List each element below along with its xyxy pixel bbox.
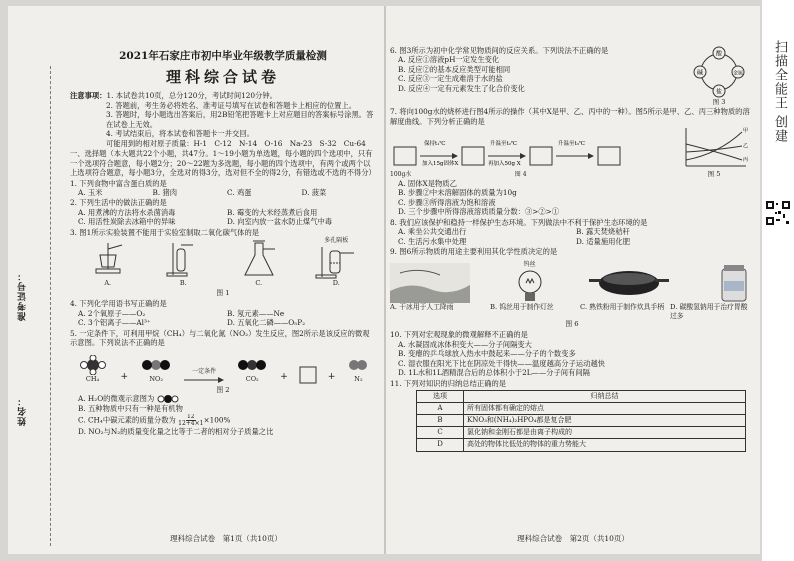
q4-stem: 4. 下列化学用语书写正确的是 <box>70 299 167 309</box>
porous-plate-note: 多孔隔板 <box>324 237 349 245</box>
figure-6-images <box>390 259 754 303</box>
dry-ice-rain-image <box>390 263 470 303</box>
q10-option-a: A. 水凝固成冰体积变大——分子间隔变大 <box>398 339 532 349</box>
exam-number-label: 准考证号： <box>18 271 28 321</box>
curve-bing: 丙 <box>743 157 749 164</box>
figure-4-caption: 图 4 <box>514 171 527 179</box>
op-add-50g: 再加入50g X <box>488 161 521 168</box>
apparatus-c-label: C. <box>255 278 263 287</box>
figure-5-solubility <box>674 126 754 178</box>
figure-2-caption: 图 2 <box>216 385 230 394</box>
q1-stem: 1. 下列食物中富含蛋白质的是 <box>70 178 167 188</box>
molecule-co2: CO₂ <box>235 355 269 383</box>
node-metal: 金属 <box>732 70 744 77</box>
q2-options-row1 <box>70 208 376 217</box>
apparatus-a-label: A. <box>104 278 112 287</box>
blank-box <box>299 366 317 384</box>
name-label: 姓名： <box>18 396 28 426</box>
page-1 <box>8 6 384 554</box>
page-2-content <box>390 46 754 452</box>
q7-stem: 7. 将向100g水的烧杯进行图4所示的操作（其中X是甲、乙、丙中的一种）。图5所示是甲、乙、丙三种物质的溶解度曲线。下列分析正确的是 <box>390 107 750 126</box>
q4-options-row2 <box>70 318 376 327</box>
node-salt: 盐 <box>715 88 723 96</box>
q7-option-b: B. 步骤②中未溶解固体的质量为10g <box>398 188 517 198</box>
q8-option-b: B. 露天焚烧秸秆 <box>576 227 630 237</box>
q2-option-a: A. 用煮沸的方法将水杀菌消毒 <box>78 207 176 217</box>
node-base: 碱 <box>696 69 704 77</box>
q6-option-a: A. 反应①溶液pH一定发生变化 <box>398 55 500 65</box>
q9-stem: 9. 图6所示物质的用途主要利用其化学性质决定的是 <box>390 247 558 257</box>
q8-option-c: C. 生活污水集中处理 <box>398 236 467 246</box>
exam-title: 2021年石家庄市初中毕业年级教学质量检测 <box>119 50 327 62</box>
medicine-bottle-image <box>714 263 754 303</box>
molecule-ch4: CH₄ <box>76 355 110 383</box>
q7-option-d: D. 三个步骤中所得溶液溶质质量分数：③>②>① <box>398 207 560 217</box>
q10-stem: 10. 下列对宏观现象的微观解释不正确的是 <box>390 330 528 340</box>
q6-option-b: B. 反应②的基本反应类型可能相同 <box>398 64 511 74</box>
q8-stem: 8. 我们应该保护和稳持一样保护生态环境。下列做法中不利于保护生态环境的是 <box>390 217 648 227</box>
q11-stem: 11. 下列对知识的归纳总结正确的是 <box>390 378 507 388</box>
apparatus-a <box>88 239 128 287</box>
q9-option-d: D. 碳酸氢钠用于治疗胃酸过多 <box>670 302 748 320</box>
table-row: B KNO₃和(NH₄)₂HPO₄都是复合肥 <box>417 415 746 427</box>
binding-dash-line <box>50 66 51 546</box>
q4-option-a: A. 2个氧原子——O₂ <box>78 308 146 318</box>
op-heat-t3: 升温至t₃℃ <box>558 141 586 148</box>
q11-table <box>416 390 746 451</box>
tungsten-bulb <box>515 261 545 303</box>
q5-option-b: B. 五种物质中只有一种是有机物 <box>78 404 183 414</box>
q6-stem: 6. 图3所示为初中化学常见物质间的反应关系。下列说法不正确的是 <box>390 46 609 55</box>
apparatus-c <box>239 239 279 287</box>
q8-options-row2 <box>390 237 754 246</box>
q4-option-c: C. 3个铝离子——Al³⁺ <box>78 318 151 328</box>
scanner-watermark-strip <box>762 0 794 561</box>
figure-1-apparatus <box>70 239 376 287</box>
q2-stem: 2. 下列生活中的做法正确的是 <box>70 198 167 208</box>
q8-option-a: A. 乘坐公共交通出行 <box>398 227 467 237</box>
figure-1-caption: 图 1 <box>216 289 230 298</box>
q6-option-d: D. 反应④一定有元素发生了化合价变化 <box>398 83 525 93</box>
curve-yi: 乙 <box>743 143 749 150</box>
q9-option-c: C. 熟铁粉用于制作炊具手柄 <box>580 302 665 311</box>
op-heat-t2: 升温至t₂℃ <box>490 141 518 148</box>
reaction-condition: 一定条件 <box>192 367 217 375</box>
notice-label: 注意事项： <box>70 91 107 101</box>
q2-option-c: C. 用活性炭除去冰箱中的异味 <box>78 217 176 227</box>
q2-option-d: D. 向室内放一盆水防止煤气中毒 <box>227 217 333 227</box>
q8-option-d: D. 适量施用化肥 <box>576 236 631 246</box>
apparatus-d-label: D. <box>332 278 340 287</box>
q7-figures <box>390 126 754 178</box>
figure-3-caption: 图 3 <box>712 98 726 106</box>
table-row: C 氯化钠和金刚石都是由离子构成的 <box>417 427 746 439</box>
q1-option-a: A. 玉米 <box>78 187 103 197</box>
apparatus-b <box>163 239 203 287</box>
tungsten-label: 钨丝 <box>523 260 536 268</box>
q2-option-b: B. 霉变的大米经蒸煮后食用 <box>227 207 318 217</box>
q5-stem: 5. 一定条件下，可利用甲烷（CH₄）与二氧化氮（NO₂）发生反应，图2所示是该反应的微观示意图。下列说法不正确的是 <box>70 328 370 348</box>
wok-pan-image <box>589 263 669 303</box>
q7-option-c: C. 步骤③所得溶液为饱和溶液 <box>398 197 496 207</box>
beaker-water-label: 100g水 <box>390 171 412 179</box>
q10-option-b: B. 变瘪的乒乓球放入热水中鼓起来——分子的个数变多 <box>398 349 576 359</box>
q9-option-a: A. 干冰用于人工降雨 <box>390 302 454 311</box>
page-2-footer: 理科综合试卷 第2页（共10页） <box>517 534 629 544</box>
table-row: D 高处的物体比低处的物体的重力势能大 <box>417 439 746 451</box>
page-1-content <box>70 50 376 436</box>
scanner-watermark-text: 扫描全能王 创建 <box>772 40 787 144</box>
molecule-no2: NO₂ <box>139 355 173 383</box>
binding-strip <box>8 6 66 554</box>
q1-option-c: C. 鸡蛋 <box>227 187 252 197</box>
node-acid: 酸 <box>715 50 723 58</box>
molecule-n2: N₂ <box>346 355 370 383</box>
q1-option-d: D. 菠菜 <box>301 187 327 197</box>
figure-2-reaction: CH₄ + NO₂ 一定条件 CO₂ + + N₂ <box>70 350 376 384</box>
exam-sheet <box>8 6 760 554</box>
h2o-molecule-icon <box>157 394 179 404</box>
apparatus-d <box>314 237 358 287</box>
apparatus-b-label: B. <box>179 278 187 287</box>
notice-line-4: 4. 考试结束后，将本试卷和答题卡一并交回。 <box>106 129 254 139</box>
figure-6-caption: 图 6 <box>565 320 579 329</box>
q4-option-d: D. 五氧化二磷——O₅P₂ <box>227 318 306 328</box>
qr-code-icon <box>765 200 791 226</box>
section-1-instructions: 一、选择题（本大题共22个小题，共47分。1～19小题为单选题，每小题的四个选项中，只有一个选项符合题意，每小题2分；20～22题为多选题，每小题的四个选项中，有两个或两个以上选项符合题意，每小题3分，全选对的得3分，选对但不全的得2分，有错选或不选的不得分） <box>70 149 376 178</box>
op-keep-t1: 保持t₁℃ <box>424 141 446 148</box>
atomic-masses: 可能用到的相对原子质量：H-1 C-12 N-14 O-16 Na-23 S-32 Cu-64 <box>106 138 366 148</box>
q6-block <box>390 46 754 106</box>
q10-option-d: D. 1L水和1L酒精混合后的总体积小于2L——分子间有间隔 <box>398 368 590 378</box>
q6-option-c: C. 反应③一定生成难溶于水的盐 <box>398 74 503 84</box>
reaction-arrow <box>184 368 224 384</box>
notice-line-3: 3. 答题时，每小题选出答案后，用2B铅笔把答题卡上对应题目的答案标号涂黑。答在试卷上无效。 <box>106 110 374 129</box>
notice-line-2: 2. 答题前，考生务必将姓名、准考证号填写在试卷和答题卡上相应的位置上。 <box>106 100 357 110</box>
q4-option-b: B. 氖元素——Ne <box>227 308 285 318</box>
page-2 <box>386 6 760 554</box>
mass-fraction: $\frac{12}{12+4\times 1}$ <box>178 413 204 427</box>
notice-line-1: 注意事项：1. 本试卷共10页，总分120分，考试时间120分钟。 <box>70 91 277 101</box>
q2-options-row2 <box>70 217 376 226</box>
exam-subtitle: 理科综合试卷 <box>165 67 280 86</box>
curve-jia: 甲 <box>743 128 749 135</box>
figure-4-steps <box>390 135 674 179</box>
q5-option-c: C. CH₄中碳元素的质量分数为 $\frac{12}{12+4\times 1}$ ×100% <box>78 413 231 427</box>
q10-option-c: C. 湿衣服在阳光下比在阴凉处干得快——温度越高分子运动越快 <box>398 358 605 368</box>
q7-option-a: A. 固体X是物质乙 <box>398 178 457 188</box>
q1-option-b: B. 猪肉 <box>152 187 178 197</box>
q9-option-b: B. 钨丝用于制作灯丝 <box>490 302 554 311</box>
q3-stem: 3. 图1所示实验装置不能用于实验室制取二氧化碳气体的是 <box>70 227 260 237</box>
q4-options-row1 <box>70 309 376 318</box>
table-row: A 所有固体都有确定的熔点 <box>417 403 746 415</box>
q1-options <box>70 188 376 197</box>
q5-option-a: A. H₂O的微观示意图为 <box>70 394 376 404</box>
op-add-15g: 加入15g固体X <box>422 161 459 168</box>
q5-option-d: D. NO₂与N₂的质量变化量之比等于二者的相对分子质量之比 <box>78 426 274 436</box>
q8-options-row1 <box>390 227 754 236</box>
figure-6-captions <box>390 303 754 321</box>
page-1-footer: 理科综合试卷 第1页（共10页） <box>170 534 282 544</box>
figure-5-caption: 图 5 <box>707 170 721 179</box>
q11-table-header: 选项 归纳总结 <box>417 391 746 403</box>
figure-3-relations <box>684 46 754 106</box>
